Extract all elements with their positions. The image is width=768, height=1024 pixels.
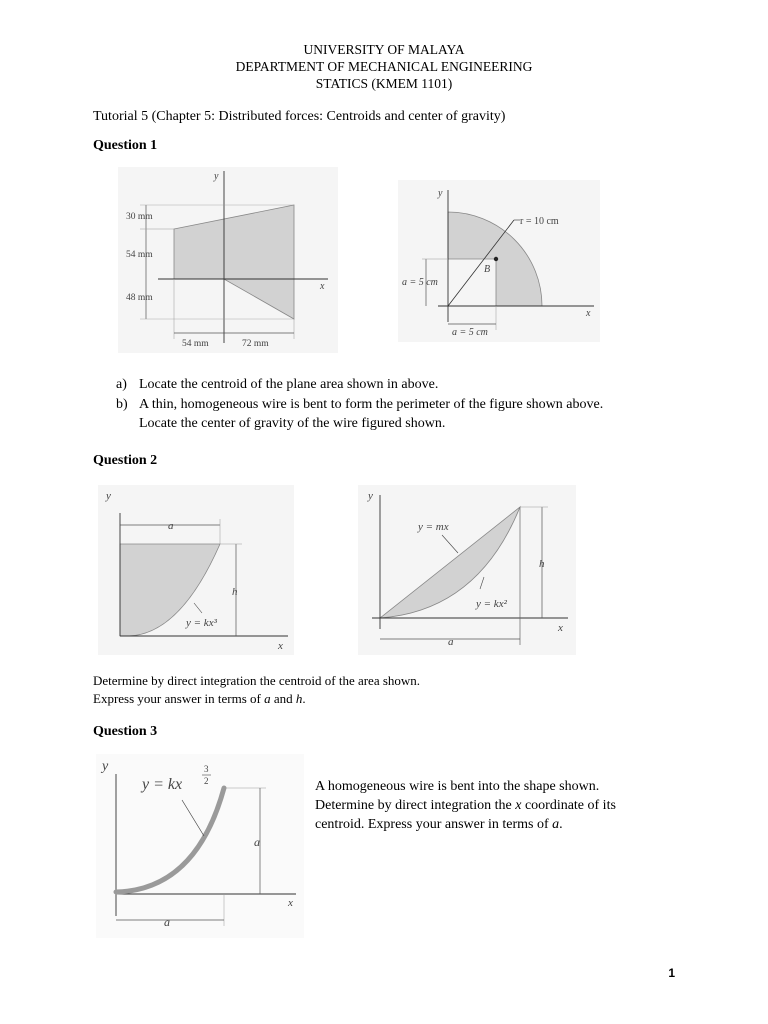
dim-54mm: 54 mm	[126, 250, 153, 260]
q3-a-vertical-label: a	[254, 835, 260, 849]
q2a-curve-label: y = kx³	[186, 617, 217, 629]
q2b-a-label: a	[448, 636, 454, 648]
q1a-x-label: x	[320, 281, 325, 292]
q2-text-1: Determine by direct integration the centroid of the area shown.	[93, 673, 421, 688]
q1-part-b-text-1: A thin, homogeneous wire is bent to form the perimeter of the figure shown above.	[139, 397, 604, 412]
q1b-x-label: x	[586, 308, 591, 319]
q2b-x-label: x	[558, 622, 563, 634]
a-horizontal-label: a = 5 cm	[452, 327, 488, 338]
dim-72mm: 72 mm	[242, 339, 269, 349]
q2a-y-label: y	[106, 490, 111, 502]
q2b-h-label: h	[539, 558, 545, 570]
q2b-y-label: y	[368, 490, 373, 502]
q1-part-b-marker: b)	[116, 397, 128, 412]
tutorial-title: Tutorial 5 (Chapter 5: Distributed forces: Centroids and center of gravity)	[93, 109, 506, 124]
q3-y-label: y	[102, 759, 109, 774]
q3-figure-wire	[96, 754, 304, 938]
q2a-h-label: h	[232, 586, 238, 598]
q1-part-b-text-2: Locate the center of gravity of the wire figured shown.	[139, 416, 446, 431]
q2-text-2: Express your answer in terms of a and h.	[93, 691, 306, 706]
q1-figure-trapezoid	[118, 167, 338, 353]
q3-text-3: centroid. Express your answer in terms of a.	[315, 817, 563, 832]
q3-equation: y = kx	[142, 776, 183, 793]
q2b-line-label: y = mx	[418, 521, 449, 533]
q1-part-a-marker: a)	[116, 377, 127, 392]
page-number: 1	[668, 966, 675, 980]
a-vertical-label: a = 5 cm	[402, 277, 438, 288]
point-b	[494, 257, 498, 261]
question-1-heading: Question 1	[93, 138, 158, 153]
q2-figure-cubic	[98, 485, 294, 655]
q3-text-1: A homogeneous wire is bent into the shape shown.	[315, 779, 600, 794]
q3-a-horizontal-label: a	[164, 915, 170, 929]
dim-54mm-bottom: 54 mm	[182, 339, 209, 349]
q2b-curve-label: y = kx²	[476, 598, 507, 610]
q3-x-label: x	[288, 897, 293, 909]
q2a-a-label: a	[168, 520, 174, 532]
q1-figure-quarter-circle	[398, 180, 600, 342]
q2-figure-parabola	[358, 485, 576, 655]
q1a-y-label: y	[214, 171, 219, 182]
q1b-y-label: y	[438, 188, 443, 199]
dim-30mm: 30 mm	[126, 212, 153, 222]
q1-part-a-text: Locate the centroid of the plane area shown in above.	[139, 377, 439, 392]
radius-label: r = 10 cm	[520, 216, 559, 227]
department-name: DEPARTMENT OF MECHANICAL ENGINEERING	[235, 59, 533, 74]
point-b-label: B	[484, 264, 491, 275]
course-name: STATICS (KMEM 1101)	[315, 76, 453, 91]
q3-wire-curve	[116, 788, 224, 892]
q3-exp-num: 3	[204, 764, 209, 774]
question-2-heading: Question 2	[93, 453, 158, 468]
q3-exp-den: 2	[204, 776, 209, 786]
dim-48mm: 48 mm	[126, 293, 153, 303]
question-3-heading: Question 3	[93, 724, 158, 739]
q1-area-shape	[174, 205, 294, 319]
university-name: UNIVERSITY OF MALAYA	[303, 42, 465, 57]
q3-text-2: Determine by direct integration the x coordinate of its	[315, 798, 616, 813]
q2a-x-label: x	[278, 640, 283, 652]
